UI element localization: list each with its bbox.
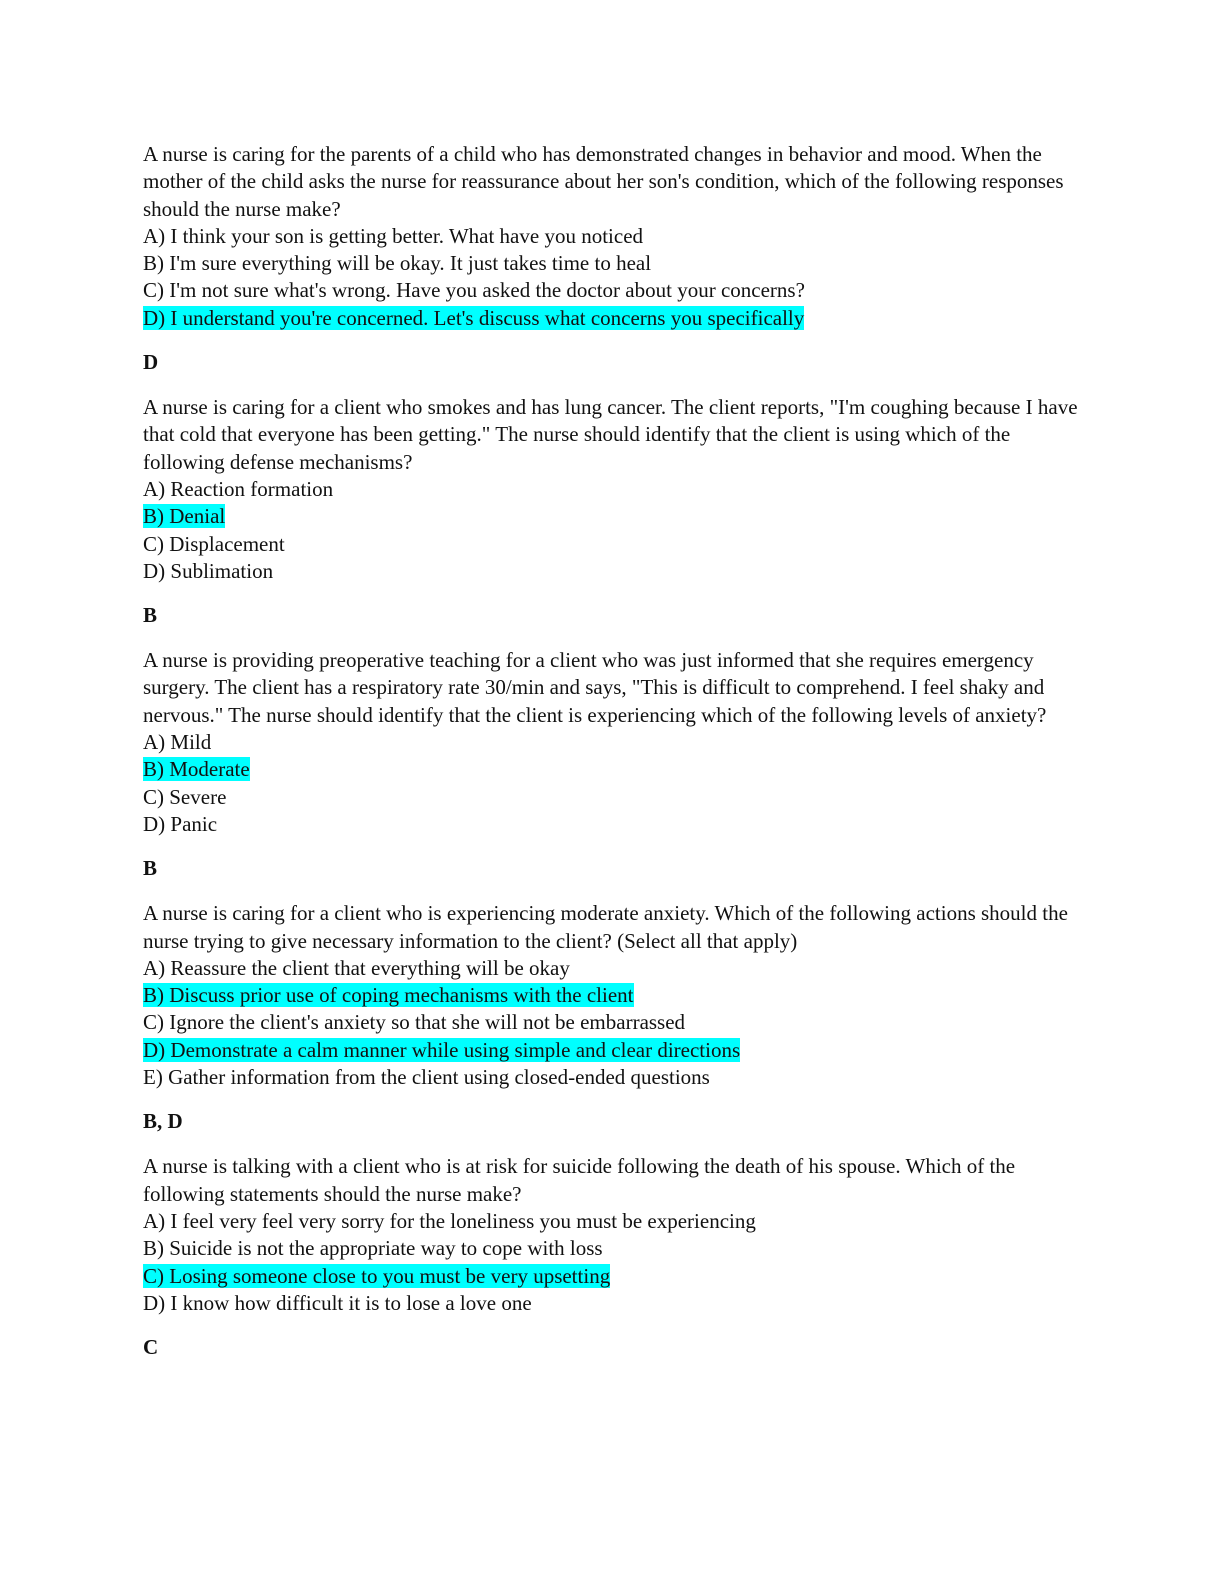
- option-text-highlighted: C) Losing someone close to you must be very upsetting: [143, 1263, 611, 1288]
- question-block: [143, 394, 1083, 585]
- option-text-highlighted: B) Discuss prior use of coping mechanisms with the client: [143, 983, 634, 1008]
- answer-key: B: [143, 856, 158, 881]
- option-text-highlighted: B) Denial: [143, 504, 226, 529]
- answer-key: C: [143, 1335, 159, 1360]
- option-item: [143, 982, 1083, 1009]
- option-item: [143, 1263, 1083, 1290]
- answer-key: B: [143, 603, 158, 628]
- option-text: C) I'm not sure what's wrong. Have you asked the doctor about your concerns?: [143, 278, 805, 303]
- option-text: A) I think your son is getting better. What have you noticed: [143, 223, 644, 248]
- question-text: A nurse is providing preoperative teaching for a client who was just informed that she requires emergency surgery. The client has a respiratory rate 30/min and says, "This is difficult to comprehend. I feel shaky and nervous." The nurse should identify that the client is experiencing which of the following levels of anxiety?: [143, 648, 1047, 727]
- option-text: A) I feel very feel very sorry for the loneliness you must be experiencing: [143, 1208, 756, 1233]
- question-text: A nurse is caring for the parents of a child who has demonstrated changes in behavior and mood. When the mother of the child asks the nurse for reassurance about her son's condition, which of the following responses should the nurse make?: [143, 142, 1064, 221]
- option-item: [143, 955, 1083, 982]
- option-item: [143, 531, 1083, 558]
- question-block: [143, 900, 1083, 1091]
- option-item: [143, 1064, 1083, 1091]
- question-text: A nurse is caring for a client who is experiencing moderate anxiety. Which of the following actions should the nurse trying to give necessary information to the client? (Select all that apply): [143, 901, 1068, 953]
- question-text: A nurse is caring for a client who smokes and has lung cancer. The client reports, "I'm coughing because I have that cold that everyone has been getting." The nurse should identify that the client is using which of the following defense mechanisms?: [143, 395, 1078, 474]
- option-item: [143, 811, 1083, 838]
- question-block: [143, 141, 1083, 332]
- option-text: C) Severe: [143, 784, 227, 809]
- option-item: [143, 756, 1083, 783]
- option-text: B) I'm sure everything will be okay. It just takes time to heal: [143, 251, 652, 276]
- option-text: E) Gather information from the client using closed-ended questions: [143, 1065, 710, 1090]
- option-item: [143, 1009, 1083, 1036]
- option-item: [143, 1208, 1083, 1235]
- option-item: [143, 1235, 1083, 1262]
- option-item: [143, 729, 1083, 756]
- option-text: A) Mild: [143, 730, 212, 755]
- option-text-highlighted: D) Demonstrate a calm manner while using simple and clear directions: [143, 1037, 741, 1062]
- answer-key: D: [143, 350, 159, 375]
- option-text: A) Reassure the client that everything will be okay: [143, 955, 570, 980]
- option-text: C) Displacement: [143, 531, 285, 556]
- question-block: [143, 1153, 1083, 1317]
- question-text: A nurse is talking with a client who is at risk for suicide following the death of his spouse. Which of the following statements should the nurse make?: [143, 1154, 1016, 1206]
- option-item: [143, 503, 1083, 530]
- option-item: [143, 277, 1083, 304]
- option-item: [143, 223, 1083, 250]
- option-item: [143, 250, 1083, 277]
- option-text: D) Panic: [143, 811, 218, 836]
- option-item: [143, 558, 1083, 585]
- option-text: D) Sublimation: [143, 558, 274, 583]
- option-item: [143, 784, 1083, 811]
- option-text-highlighted: B) Moderate: [143, 757, 250, 782]
- option-text: B) Suicide is not the appropriate way to cope with loss: [143, 1236, 603, 1261]
- option-item: [143, 1290, 1083, 1317]
- option-text: D) I know how difficult it is to lose a love one: [143, 1290, 532, 1315]
- option-text-highlighted: D) I understand you're concerned. Let's discuss what concerns you specifically: [143, 305, 805, 330]
- document-page: [143, 141, 1083, 1379]
- option-item: [143, 1037, 1083, 1064]
- option-text: A) Reaction formation: [143, 476, 334, 501]
- answer-key: B, D: [143, 1109, 183, 1134]
- option-item: [143, 476, 1083, 503]
- option-item: [143, 305, 1083, 332]
- question-block: [143, 647, 1083, 838]
- option-text: C) Ignore the client's anxiety so that she will not be embarrassed: [143, 1010, 686, 1035]
